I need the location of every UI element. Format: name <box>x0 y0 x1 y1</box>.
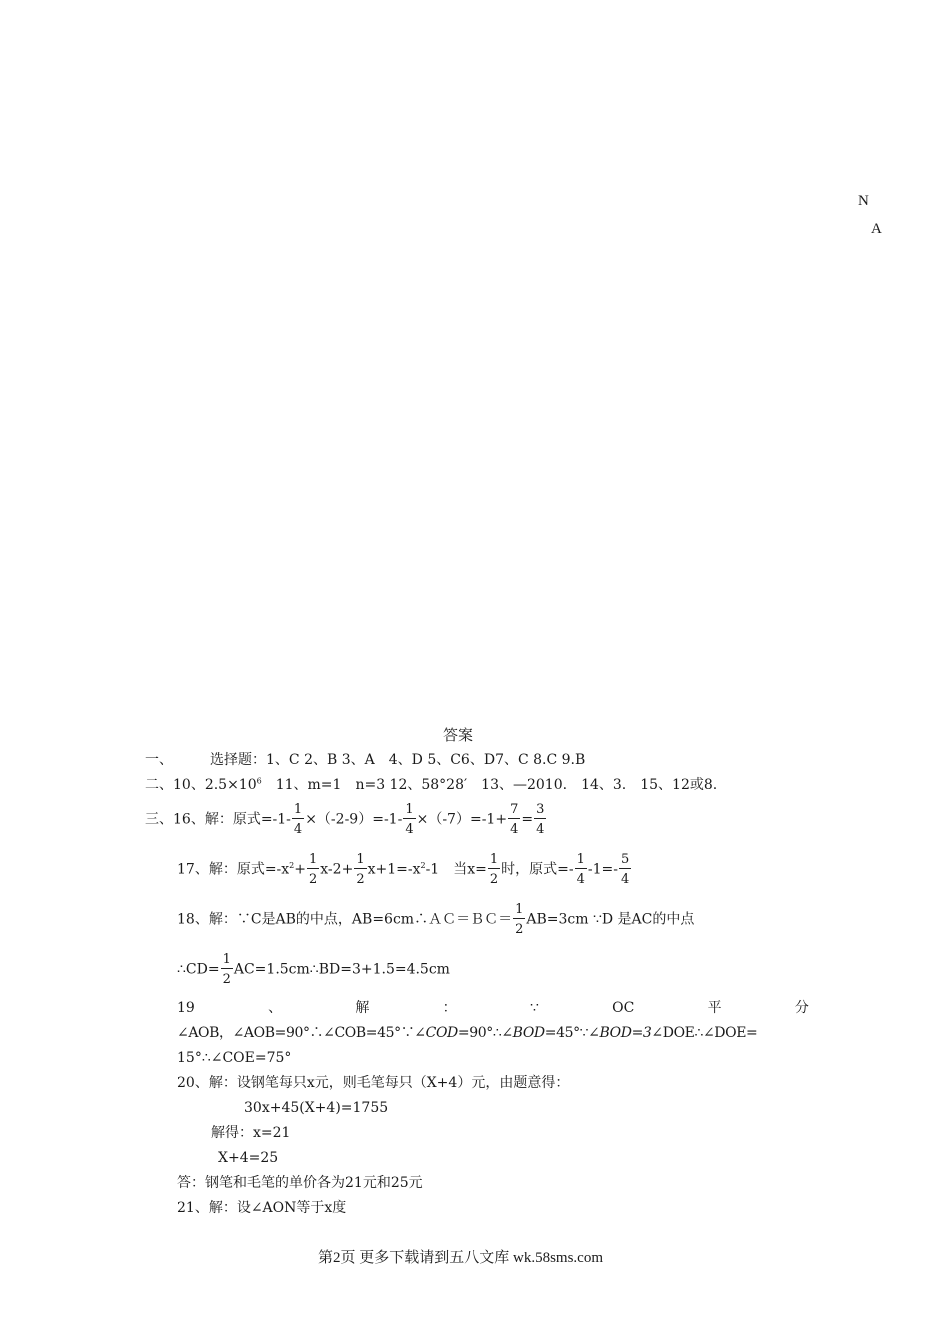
q19-text: ∠AOB，∠AOB=90°∴∠COB=45°∵∠ <box>177 1025 426 1041</box>
fraction <box>508 802 520 837</box>
page-footer: 第2页 更多下载请到五八文库 wk.58sms.com <box>318 1250 604 1266</box>
q17-exponent: 2 <box>420 860 426 870</box>
q16-prefix: 三、16、解：原式=-1- <box>145 811 291 828</box>
fraction-numerator: 1 <box>515 902 524 917</box>
fraction-numerator: 1 <box>405 802 414 817</box>
q17-text: x-2+ <box>320 861 354 878</box>
q19-token: 、 <box>268 1000 283 1016</box>
q19-italic: BOD <box>512 1025 545 1041</box>
q19-line-1 <box>177 999 809 1017</box>
fraction <box>513 902 525 937</box>
q16-solution <box>145 802 547 837</box>
q19-token: ∵ <box>529 1000 539 1016</box>
q19-text: ∠DOE∴∠DOE= <box>651 1025 758 1041</box>
fraction-denominator: 2 <box>489 872 499 887</box>
fraction-numerator: 1 <box>356 852 365 867</box>
answers-title: 答案 <box>443 726 474 744</box>
q19-italic: BOD=3 <box>599 1025 652 1041</box>
q19-token: 分 <box>794 1000 809 1016</box>
q19-token: 19 <box>177 1000 195 1016</box>
q17-text: x+1=-x <box>367 861 421 878</box>
q17-exponent: 2 <box>289 860 295 870</box>
fraction-numerator: 1 <box>489 852 499 867</box>
q16-text: ×（-7）=-1+ <box>416 811 508 828</box>
fraction <box>307 852 319 887</box>
q18-text: 18、解：∵C是AB的中点，AB=6cm∴ＡＣ＝ＢＣ＝ <box>177 911 513 928</box>
fraction <box>292 802 304 837</box>
q19-token: 解 <box>355 1000 370 1016</box>
fraction-denominator: 2 <box>515 922 524 937</box>
q21-line-1: 21、解：设∠AON等于x度 <box>177 1200 347 1216</box>
fraction-numerator: 1 <box>309 852 318 867</box>
corner-label-a: A <box>871 221 882 237</box>
q18-text: AB=3cm ∵D 是AC的中点 <box>526 911 695 928</box>
part2-text-b: 11、m=1 n=3 12、58°28′ 13、—2010. 14、3. 15、12或8. <box>261 777 718 793</box>
q19-line-3: 15°∴∠COE=75° <box>177 1050 292 1066</box>
q19-text: =90°∴∠ <box>457 1025 513 1041</box>
fraction-denominator: 2 <box>222 972 231 987</box>
q17-text: -1 当x= <box>425 861 487 878</box>
fraction-numerator: 1 <box>576 852 585 867</box>
q19-token: ： <box>442 1000 457 1016</box>
part2-fill-answers <box>145 776 717 794</box>
fraction <box>221 952 233 987</box>
q18-line-1 <box>177 902 694 937</box>
fraction-denominator: 4 <box>510 822 519 837</box>
q20-line-1: 20、解：设钢笔每只x元，则毛笔每只（X+4）元，由题意得： <box>177 1075 570 1091</box>
q18-text: AC=1.5cm∴BD=3+1.5=4.5cm <box>233 961 450 978</box>
fraction-denominator: 4 <box>405 822 414 837</box>
fraction-numerator: 1 <box>293 802 303 817</box>
q17-text: + <box>294 861 306 878</box>
q20-answer: 答：钢笔和毛笔的单价各为21元和25元 <box>177 1175 423 1191</box>
fraction-numerator: 1 <box>222 952 231 967</box>
fraction-numerator: 7 <box>510 802 519 817</box>
fraction-denominator: 4 <box>293 822 303 837</box>
q16-text: ×（-2-9）=-1- <box>305 811 403 828</box>
fraction <box>403 802 415 837</box>
q18-line-2 <box>177 952 450 987</box>
part2-exponent: 6 <box>256 776 262 786</box>
q19-italic: COD <box>425 1025 458 1041</box>
q18-text: ∴CD= <box>177 961 220 978</box>
q17-text: 时，原式=- <box>501 861 574 878</box>
part2-text-a: 二、10、2.5×10 <box>145 777 257 793</box>
fraction-denominator: 2 <box>356 872 365 887</box>
corner-label-n: N <box>858 193 869 209</box>
q17-text: -1=- <box>587 861 618 878</box>
fraction <box>575 852 587 887</box>
q16-text: = <box>521 811 534 828</box>
fraction <box>354 852 366 887</box>
q19-token: OC <box>612 1000 635 1016</box>
fraction-numerator: 5 <box>620 852 630 867</box>
q19-token: 平 <box>707 1000 722 1016</box>
fraction-denominator: 4 <box>576 872 585 887</box>
part1-choice-answers: 选择题：1、C 2、B 3、A 4、D 5、C6、D7、C 8.C 9.B <box>210 752 586 768</box>
q17-text: 17、解：原式=-x <box>177 861 290 878</box>
q20-solve: 解得：x=21 <box>211 1125 291 1141</box>
fraction <box>619 852 631 887</box>
fraction-denominator: 4 <box>620 872 630 887</box>
fraction <box>488 852 500 887</box>
q19-line-2 <box>177 1024 757 1042</box>
q20-equation: 30x+45(X+4)=1755 <box>244 1100 389 1116</box>
fraction-denominator: 2 <box>309 872 318 887</box>
q17-solution <box>177 852 632 887</box>
fraction <box>534 802 546 837</box>
q20-result: X+4=25 <box>218 1150 279 1166</box>
q19-text: =45°∵∠ <box>544 1025 600 1041</box>
fraction-denominator: 4 <box>536 822 545 837</box>
fraction-numerator: 3 <box>536 802 545 817</box>
part1-number: 一、 <box>145 752 173 768</box>
